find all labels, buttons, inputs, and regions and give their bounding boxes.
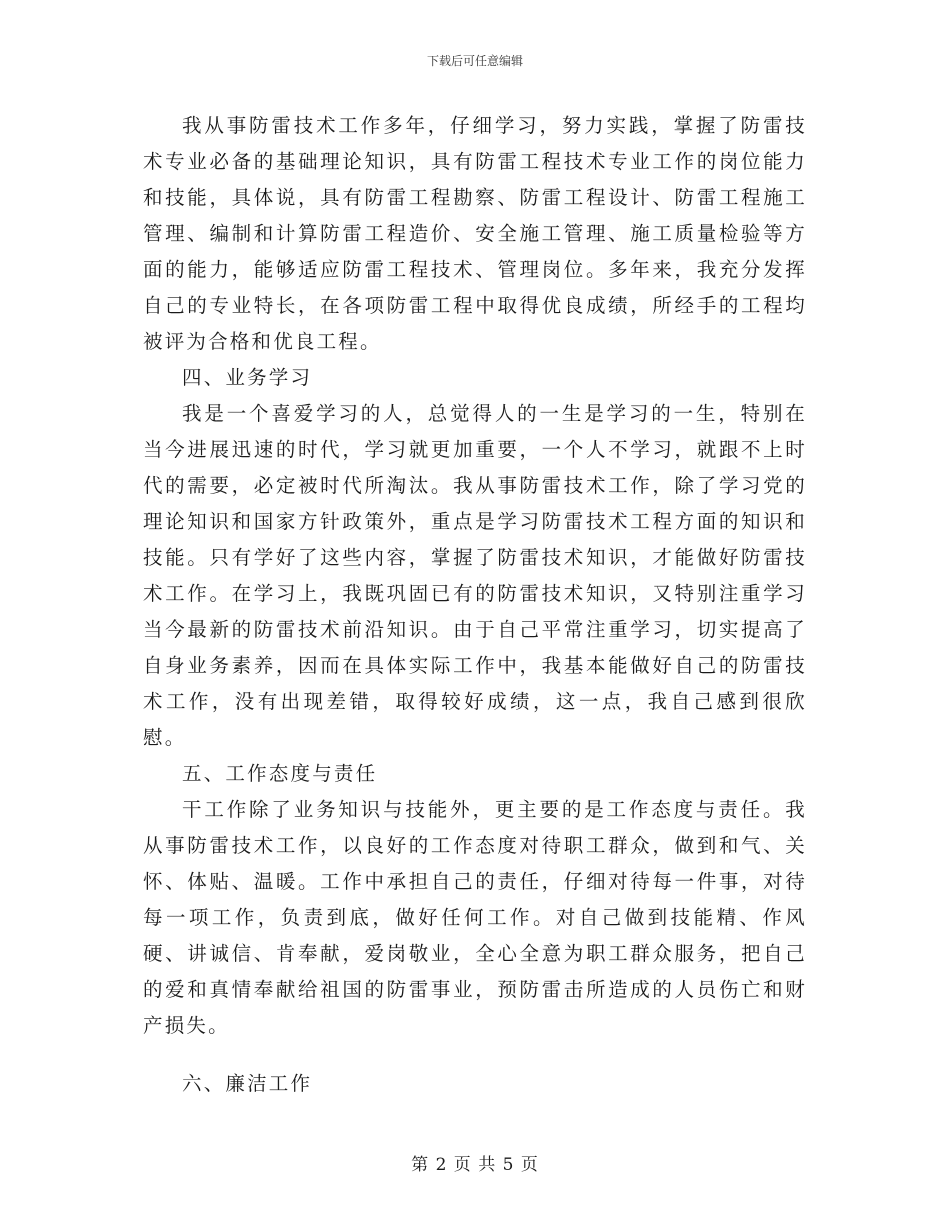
page-number: 第 2 页 共 5 页: [411, 1155, 539, 1175]
section-heading-integrity: 六、廉洁工作: [182, 1072, 313, 1095]
paragraph-study: 我是一个喜爱学习的人，总觉得人的一生是学习的一生，特别在当今进展迅速的时代，学习就更加重要，一个人不学习，就跟不上时代的需要，必定被时代所淘汰。我从事防雷技术工作，除了学习党的理论知识和国家方针政策外，重点是学习防雷技术工程方面的知识和技能。只有学好了这些内容，掌握了防雷技术知识，才能做好防雷技术工作。在学习上，我既巩固已有的防雷技术知识，又特别注重学习当今最新的防雷技术前沿知识。由于自己平常注重学习，切实提高了自身业务素养，因而在具体实际工作中，我基本能做好自己的防雷技术工作，没有出现差错，取得较好成绩，这一点，我自己感到很欣慰。: [143, 402, 807, 749]
document-body: [143, 108, 807, 1102]
paragraph-attitude: 干工作除了业务知识与技能外，更主要的是工作态度与责任。我从事防雷技术工作，以良好的工作态度对待职工群众，做到和气、关怀、体贴、温暖。工作中承担自己的责任，仔细对待每一件事，对待每一项工作，负责到底，做好任何工作。对自己做到技能精、作风硬、讲诚信、肯奉献，爱岗敬业，全心全意为职工群众服务，把自己的爱和真情奉献给祖国的防雷事业，预防雷击所造成的人员伤亡和财产损失。: [143, 798, 807, 1037]
page-header: 下载后可任意编辑: [426, 54, 523, 68]
section-heading-study: 四、业务学习: [182, 366, 313, 389]
paragraph-technical-skills: 我从事防雷技术工作多年，仔细学习，努力实践，掌握了防雷技术专业必备的基础理论知识，具有防雷工程技术专业工作的岗位能力和技能，具体说，具有防雷工程勘察、防雷工程设计、防雷工程施工管理、编制和计算防雷工程造价、安全施工管理、施工质量检验等方面的能力，能够适应防雷工程技术、管理岗位。多年来，我充分发挥自己的专业特长，在各项防雷工程中取得优良成绩，所经手的工程均被评为合格和优良工程。: [143, 114, 807, 353]
section-heading-attitude: 五、工作态度与责任: [182, 762, 378, 785]
